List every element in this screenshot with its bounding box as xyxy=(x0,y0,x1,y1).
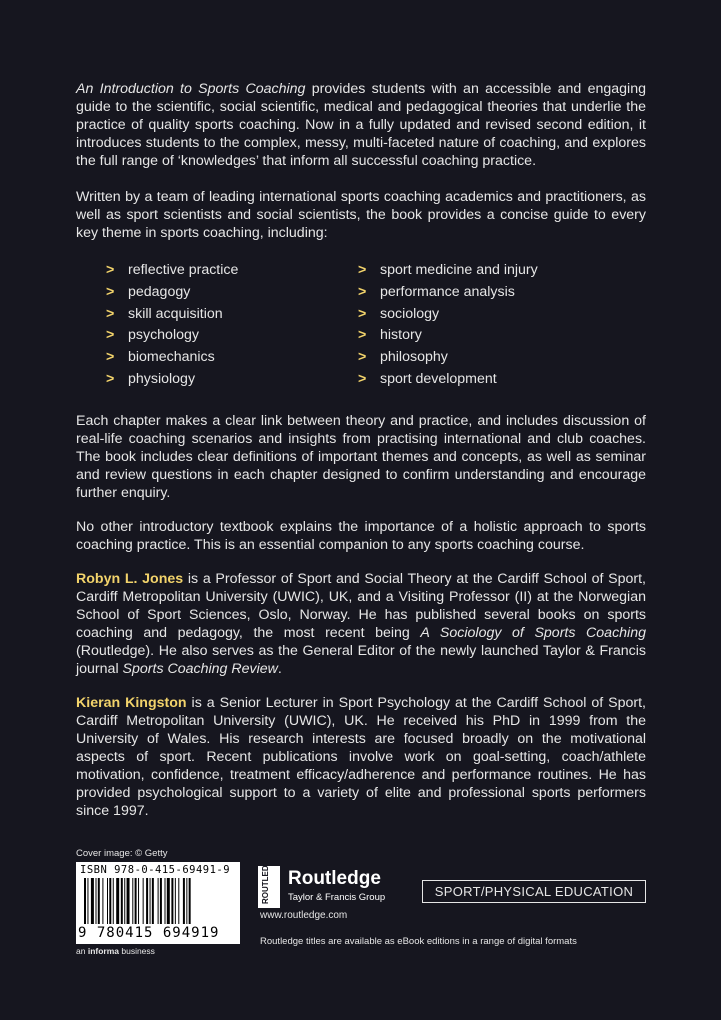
author-name: Robyn L. Jones xyxy=(76,571,184,587)
journal-reference: Sports Coaching Review xyxy=(122,661,278,677)
publisher-name: Routledge xyxy=(288,868,381,889)
informa-prefix: an xyxy=(76,946,88,956)
topic-label: biomechanics xyxy=(128,349,215,366)
bullet-arrow-icon: > xyxy=(358,327,367,344)
barcode-number: 9 780415 694919 xyxy=(78,925,220,941)
cover-credit: Cover image: © Getty xyxy=(76,848,168,859)
logo-mark-text: ROUTLEDGE xyxy=(261,853,270,904)
written-by-text: Written by a team of leading international sports coaching academics and practitioners, as well as sport scientists and social scientists, the book provides a concise guide to every key theme in sports coaching, including: xyxy=(76,189,646,241)
topic-item xyxy=(358,370,618,392)
barcode-bar xyxy=(175,878,176,924)
barcode-bar xyxy=(150,878,151,924)
barcode-bar xyxy=(165,878,166,924)
barcode-bar xyxy=(186,878,187,924)
topic-label: history xyxy=(380,327,422,344)
intro-paragraph xyxy=(76,80,646,170)
no-other-text: No other introductory textbook explains the importance of a holistic approach to sports coaching practice. This is an essential companion to any sports coaching course. xyxy=(76,519,646,553)
written-by-paragraph xyxy=(76,188,646,242)
topic-item xyxy=(106,261,366,283)
topics-right-column xyxy=(358,261,618,392)
barcode-bar xyxy=(116,878,119,924)
ebook-note: Routledge titles are available as eBook editions in a range of digital formats xyxy=(260,936,577,947)
barcode-bar xyxy=(127,878,130,924)
barcode-bar xyxy=(160,878,162,924)
bullet-arrow-icon: > xyxy=(358,305,367,322)
intro-text: provides students with an accessible and engaging guide to the scientific, social scientific, medical and pedagogical theories that underlie the practice of quality sports coaching. Now in a fully updated and revised second edition, it introduces students to the complex, messy, multi-faceted nature of coaching, and explores the full range of ‘knowledges’ that inform all successful coaching practice. xyxy=(76,81,646,169)
topic-label: psychology xyxy=(128,327,199,344)
barcode-bar xyxy=(189,878,191,924)
bullet-arrow-icon: > xyxy=(106,262,115,278)
barcode-bar xyxy=(178,878,179,924)
topic-item xyxy=(106,348,366,370)
bullet-arrow-icon: > xyxy=(106,349,115,366)
bio-text: is a Senior Lecturer in Sport Psychology at the Cardiff School of Sport, Cardiff Metropolitan University (UWIC), UK. He received his PhD in 1999 from the University of Wales. His research interests are focused broadly on the motivational aspects of sport. Recent publications involve work on goal-setting, coach/athlete motivation, confidence, treatment efficacy/adherence and performance routines. He has provided psychological support to a variety of elite and professional sports performers since 1997. xyxy=(76,695,646,819)
barcode-bar xyxy=(132,878,133,924)
bullet-arrow-icon: > xyxy=(358,283,367,300)
topic-label: pedagogy xyxy=(128,283,191,300)
informa-bold: informa xyxy=(87,946,119,956)
barcode-bar xyxy=(96,878,97,924)
bio-text: (Routledge). He also serves as the General Editor of the newly launched Taylor & Francis journal xyxy=(76,643,646,677)
topic-label: sport development xyxy=(380,370,497,387)
routledge-logo-icon xyxy=(258,853,280,908)
barcode-bar xyxy=(91,878,94,924)
book-reference: A Sociology of Sports Coaching xyxy=(420,625,646,641)
bullet-arrow-icon: > xyxy=(106,305,115,322)
informa-business xyxy=(76,946,155,956)
no-other-paragraph xyxy=(76,518,646,554)
topics-left-column xyxy=(106,261,366,392)
barcode-bar xyxy=(84,878,86,924)
bullet-arrow-icon: > xyxy=(358,370,367,387)
barcode-bar xyxy=(109,878,111,924)
bullet-arrow-icon: > xyxy=(358,349,367,366)
barcode-bar xyxy=(121,878,123,924)
publisher-url: www.routledge.com xyxy=(260,910,348,921)
informa-suffix: business xyxy=(119,946,155,956)
each-chapter-text: Each chapter makes a clear link between theory and practice, and includes discussion of real-life coaching scenarios and insights from practising international and club coaches. The book includes clear definitions of important themes and concepts, as well as seminar and review questions in each chapter designed to confirm understanding and encourage further enquiry. xyxy=(76,413,646,501)
topic-item xyxy=(106,305,366,327)
bio-text: is a Professor of Sport and Social Theory at the Cardiff School of Sport, Cardiff Metropolitan University (UWIC), UK, and a Visiting Professor (II) at the Norwegian School of Sport Sciences, Oslo, Norway. He has published several books on sports coaching and pedagogy, the most recent being xyxy=(76,571,646,641)
barcode-bar xyxy=(143,878,144,924)
topic-item xyxy=(358,261,618,283)
topic-item xyxy=(358,283,618,305)
topic-item xyxy=(106,283,366,305)
topic-item xyxy=(358,326,618,348)
barcode-bar xyxy=(171,878,173,924)
topic-item xyxy=(358,348,618,370)
isbn: ISBN 978-0-415-69491-9 xyxy=(80,864,231,876)
barcode-bar xyxy=(102,878,103,924)
barcode-bar xyxy=(167,878,170,924)
publisher-group: Taylor & Francis Group xyxy=(288,892,386,903)
barcode-bar xyxy=(124,878,125,924)
bio-kieran-kingston xyxy=(76,694,646,820)
topic-label: sport medicine and injury xyxy=(380,262,538,278)
barcode-bar xyxy=(98,878,100,924)
bullet-arrow-icon: > xyxy=(106,283,115,300)
topic-label: performance analysis xyxy=(380,283,515,300)
topic-label: philosophy xyxy=(380,349,448,366)
barcode-bar xyxy=(107,878,108,924)
bullet-arrow-icon: > xyxy=(106,327,115,344)
bio-text: . xyxy=(277,661,282,677)
barcode-bar xyxy=(146,878,148,924)
topic-label: skill acquisition xyxy=(128,305,223,322)
author-name: Kieran Kingston xyxy=(76,695,187,711)
bio-robyn-jones xyxy=(76,570,646,678)
book-title: An Introduction to Sports Coaching xyxy=(76,81,306,97)
barcode-bar xyxy=(158,878,159,924)
subject-category: SPORT/PHYSICAL EDUCATION xyxy=(422,880,646,903)
topic-label: reflective practice xyxy=(128,262,239,278)
topic-label: physiology xyxy=(128,370,196,387)
barcode-bar xyxy=(138,878,139,924)
barcode-bar xyxy=(135,878,137,924)
barcode-bar xyxy=(87,878,88,924)
topic-label: sociology xyxy=(380,305,440,322)
barcode xyxy=(76,862,240,944)
topic-item xyxy=(358,305,618,327)
barcode-bar xyxy=(113,878,114,924)
topic-item xyxy=(106,326,366,348)
barcode-bar xyxy=(183,878,185,924)
bullet-arrow-icon: > xyxy=(358,262,367,278)
bullet-arrow-icon: > xyxy=(106,370,115,387)
topic-item xyxy=(106,370,366,392)
each-chapter-paragraph xyxy=(76,412,646,502)
barcode-bar xyxy=(152,878,154,924)
